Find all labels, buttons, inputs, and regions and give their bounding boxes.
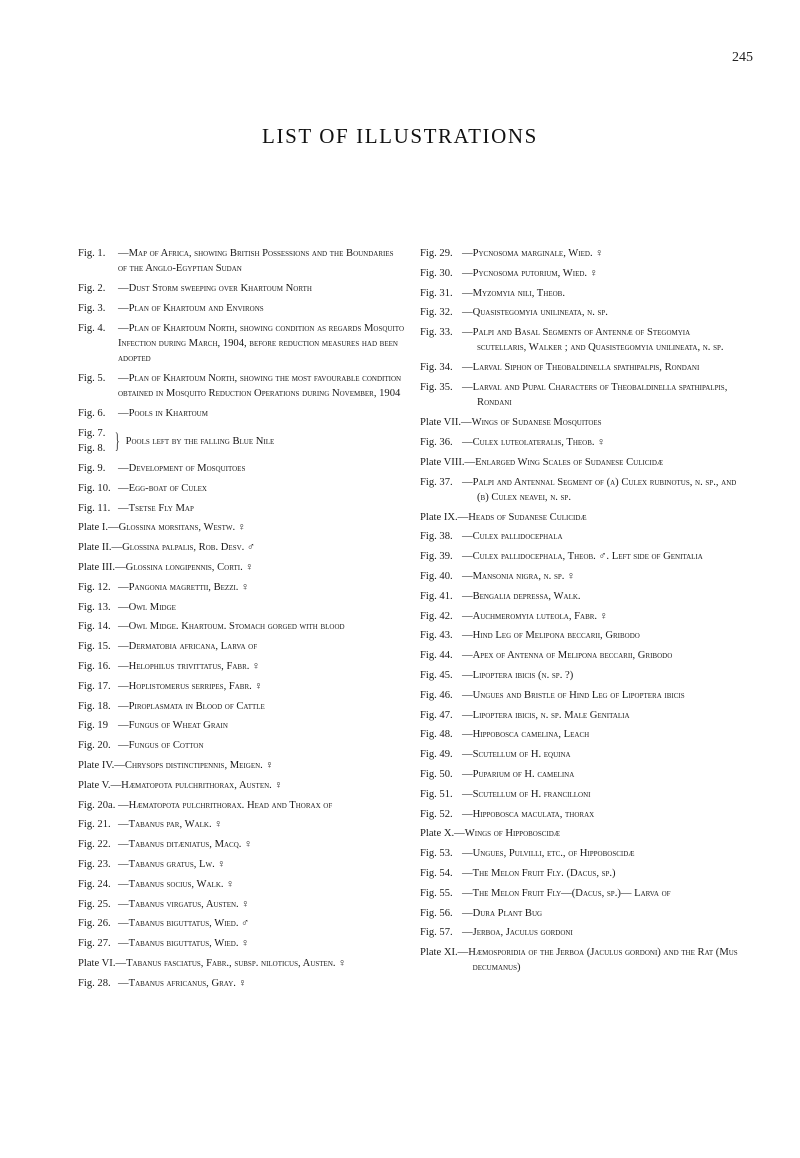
entry-label: Fig. 12. (78, 581, 111, 593)
list-entry (78, 778, 404, 793)
list-entry (78, 837, 404, 852)
entry-label: Fig. 40. (420, 571, 453, 583)
list-entry (78, 560, 404, 575)
entry-text: —Plan of Khartoum North, showing the most favourable condition obtained in Mosquito Reduction Operations during November, 1904 (118, 373, 402, 400)
list-entry (420, 589, 738, 604)
list-entry (420, 866, 738, 881)
entry-text: —Culex pallidocephala (462, 531, 563, 543)
entry-text: —Tabanus virgatus, Austen. ♀ (118, 898, 250, 910)
brace-mark: } (114, 427, 120, 453)
entry-label: Fig. 49. (420, 749, 453, 761)
entry-label: Fig. 7. (78, 427, 106, 439)
entry-text: —Lipoptera ibicis, n. sp. Male Genitalia (462, 709, 630, 721)
list-entry (420, 305, 738, 320)
entry-text: —Dura Plant Bug (462, 907, 543, 919)
entry-text: —Palpi and Antennal Segment of (a) Culex rubinotus, n. sp., and (b) Culex neavei, n. sp. (462, 476, 737, 503)
entry-label: Plate V. (78, 779, 111, 791)
entry-text: —Piroplasmata in Blood of Cattle (118, 700, 265, 712)
entry-text: —Owl Midge (118, 601, 176, 613)
entry-label: Fig. 23. (78, 859, 111, 870)
entry-text: —Wings of Sudanese Mosquitoes (461, 417, 602, 429)
entry-text: —Tabanus biguttatus, Wied. ♂ (118, 918, 250, 930)
list-entry (420, 628, 738, 643)
entry-text: —Quasistegomyia unilineata, n. sp. (462, 307, 608, 319)
entry-text: —Bengalia depressa, Walk. (462, 590, 581, 602)
entry-text: —Tabanus par, Walk. ♀ (118, 819, 223, 831)
list-entry (420, 569, 738, 584)
entry-text: —Plan of Khartoum and Environs (118, 302, 264, 314)
entry-label: Fig. 35. (420, 382, 453, 394)
entry-label: Fig. 52. (420, 808, 453, 820)
entry-label: Fig. 27. (78, 938, 111, 950)
entry-label: Fig. 34. (420, 362, 453, 374)
entry-label: Fig. 55. (420, 887, 453, 899)
entry-label: Fig. 8. (78, 443, 106, 455)
list-entry (420, 415, 738, 430)
entry-text: —Hæmatopota pulchrithorax. Head and Thorax of (118, 799, 333, 811)
entry-text: —Pools in Khartoum (118, 408, 208, 420)
entry-label: Fig. 31. (420, 287, 453, 299)
entry-text: —Puparium of H. camelina (462, 769, 575, 781)
entry-text: —Mansonia nigra, n. sp. ♀ (462, 571, 576, 583)
list-entry (78, 718, 404, 733)
list-entry (78, 877, 404, 892)
list-entry (420, 925, 738, 940)
list-entry (420, 886, 738, 901)
entry-label: Fig. 41. (420, 590, 453, 602)
entry-text: —Chrysops distinctipennis, Meigen. ♀ (114, 760, 274, 772)
entry-label: Fig. 21. (78, 819, 111, 831)
entry-text: —The Melon Fruit Fly. (Dacus, sp.) (462, 868, 616, 879)
list-entry (78, 936, 404, 951)
list-entry (420, 668, 738, 683)
list-entry (78, 916, 404, 931)
entry-label: Fig. 53. (420, 848, 453, 860)
list-entry (78, 897, 404, 912)
entry-text: —Glossina palpalis, Rob. Desv. ♂ (111, 542, 255, 554)
entry-label: Plate I. (78, 522, 109, 534)
list-entry (420, 455, 738, 470)
entry-label: Fig. 48. (420, 729, 453, 741)
entry-text: —Larval Siphon of Theobaldinella spathipalpis, Rondani (462, 362, 700, 374)
list-entry (78, 699, 404, 714)
entry-text: —Tabanus fasciatus, Fabr., subsp. niloticus, Austen. ♀ (115, 957, 347, 969)
list-entry (78, 580, 404, 595)
entry-label: Plate XI. (420, 947, 458, 959)
list-entry (78, 738, 404, 753)
entry-label: Plate II. (78, 542, 112, 554)
list-entry (78, 406, 404, 421)
list-entry (420, 529, 738, 544)
list-entry (78, 501, 404, 516)
entry-text: —Palpi and Basal Segments of Antennæ of Stegomyia scutellaris, Walker ; and Quasistegomyia unilineata, n. sp. (462, 327, 724, 354)
entry-label: Fig. 44. (420, 650, 453, 662)
entry-text: —Egg-boat of Culex (118, 482, 207, 494)
entry-text: Pools left by the falling Blue Nile (125, 435, 275, 447)
list-entry (78, 481, 404, 496)
entry-text: —Hæmatopota pulchrithorax, Austen. ♀ (110, 779, 283, 791)
entry-text: —Glossina morsitans, Westw. ♀ (108, 522, 246, 534)
entry-label: Fig. 1. (78, 248, 106, 259)
list-entry (78, 281, 404, 296)
entry-labels (78, 426, 118, 457)
entry-label: Plate IV. (78, 760, 115, 772)
entry-text: —Owl Midge. Khartoum. Stomach gorged with blood (118, 621, 345, 633)
entry-label: Fig. 4. (78, 322, 106, 334)
list-entry (420, 807, 738, 822)
list-entry (78, 371, 404, 402)
list-entry (78, 321, 404, 367)
entry-text: —Tabanus biguttatus, Wied. ♀ (118, 938, 250, 950)
entry-label: Fig. 24. (78, 878, 111, 890)
list-entry (420, 475, 738, 506)
list-entry (420, 380, 738, 411)
list-entry (78, 600, 404, 615)
list-entry (78, 639, 404, 654)
entry-text: —Myzomyia nili, Theob. (462, 287, 565, 299)
entry-label: Plate VIII. (420, 456, 465, 468)
entry-label: Fig. 37. (420, 476, 453, 488)
entry-label: Plate VII. (420, 417, 461, 429)
entry-text: —Pangonia magrettii, Bezzi. ♀ (118, 581, 250, 593)
entry-text: —Dermatobia africana, Larva of (118, 641, 258, 653)
entry-text: —Fungus of Wheat Grain (118, 720, 228, 732)
entry-label: Fig. 54. (420, 868, 453, 879)
entry-label: Fig. 20a. (78, 799, 116, 811)
list-entry (78, 956, 404, 971)
entry-text: —Helophilus trivittatus, Fabr. ♀ (118, 661, 260, 673)
entry-label: Fig. 17. (78, 680, 111, 692)
illustrations-list-left (78, 246, 404, 996)
list-entry (420, 286, 738, 301)
entry-label: Fig. 39. (420, 551, 453, 563)
entry-label: Fig. 45. (420, 670, 453, 682)
entry-text: —Hæmosporidia of the Jerboa (Jaculus gordoni) and the Rat (Mus decumanus) (457, 947, 738, 974)
entry-text: —Apex of Antenna of Melipona beccarii, Gribodo (462, 650, 673, 662)
entry-label: Fig. 6. (78, 408, 106, 420)
entry-label: Fig. 28. (78, 977, 111, 989)
entry-text: —The Melon Fruit Fly—(Dacus, sp.)— Larva of (462, 887, 671, 899)
entry-label: Fig. 26. (78, 918, 111, 930)
list-entry (78, 659, 404, 674)
entry-label: Fig. 15. (78, 641, 111, 653)
list-entry (420, 945, 738, 976)
entry-label: Plate X. (420, 828, 455, 840)
entry-label: Fig. 29. (420, 248, 453, 259)
entry-text: —Dust Storm sweeping over Khartoum North (118, 283, 312, 295)
entry-label: Fig. 14. (78, 621, 111, 633)
list-entry (78, 976, 404, 991)
entry-label: Plate III. (78, 562, 116, 574)
illustrations-list-right (420, 246, 738, 980)
entry-label: Fig. 20. (78, 740, 111, 752)
entry-label: Fig. 11. (78, 502, 111, 514)
entry-text: —Lipoptera ibicis (n. sp. ?) (462, 670, 574, 682)
list-entry (420, 767, 738, 782)
entry-text: —Tsetse Fly Map (118, 502, 194, 514)
entry-text: —Tabanus gratus, Lw. ♀ (118, 859, 226, 870)
page-title: LIST OF ILLUSTRATIONS (262, 124, 538, 148)
list-entry (420, 747, 738, 762)
entry-label: Fig. 47. (420, 709, 453, 721)
entry-label: Fig. 33. (420, 327, 453, 339)
entry-label: Fig. 43. (420, 630, 453, 642)
entry-text: —Development of Mosquitoes (118, 463, 246, 475)
list-entry (78, 540, 404, 555)
list-entry (420, 688, 738, 703)
entry-label: Fig. 57. (420, 927, 453, 939)
entry-label: Fig. 19 (78, 720, 109, 732)
page-number: 245 (732, 50, 753, 65)
list-entry (420, 325, 738, 356)
entry-label: Fig. 2. (78, 283, 106, 295)
list-entry (78, 426, 404, 457)
entry-text: —Pycnosoma marginale, Wied. ♀ (462, 248, 604, 259)
list-entry (420, 549, 738, 564)
entry-text: —Heads of Sudanese Culicidæ (457, 511, 587, 523)
list-entry (78, 817, 404, 832)
entry-label: Fig. 3. (78, 302, 106, 314)
entry-label: Fig. 5. (78, 373, 106, 385)
entry-text: —Wings of Hippoboscidæ (454, 828, 561, 840)
entry-text: —Scutellum of H. francilloni (462, 788, 591, 800)
entry-text: —Jerboa, Jaculus gordoni (462, 927, 573, 939)
entry-label: Fig. 30. (420, 267, 453, 279)
entry-text: —Plan of Khartoum North, showing condition as regards Mosquito Infection during March, 1904, before reduction measures had been adopted (118, 322, 405, 365)
list-entry (78, 520, 404, 535)
entry-label: Fig. 50. (420, 769, 453, 781)
entry-text: —Glossina longipennis, Corti. ♀ (115, 562, 254, 574)
entry-text: —Map of Africa, showing British Possessions and the Boundaries of the Anglo-Egyptian Sudan (118, 248, 394, 275)
entry-text: —Hippobosca maculata, thorax (462, 808, 595, 820)
entry-label: Fig. 56. (420, 907, 453, 919)
list-entry (78, 679, 404, 694)
entry-text: —Ungues, Pulvilli, etc., of Hippoboscidæ (462, 848, 635, 860)
list-entry (420, 846, 738, 861)
list-entry (420, 510, 738, 525)
list-entry (420, 648, 738, 663)
list-entry (78, 461, 404, 476)
list-entry (420, 906, 738, 921)
entry-text: —Enlarged Wing Scales of Sudanese Culicidæ (464, 456, 664, 468)
list-entry (420, 266, 738, 281)
entry-label: Fig. 42. (420, 610, 453, 622)
entry-text: —Auchmeromyia luteola, Fabr. ♀ (462, 610, 608, 622)
entry-text: —Culex luteolateralis, Theob. ♀ (462, 436, 606, 448)
entry-text: —Tabanus ditæniatus, Macq. ♀ (118, 839, 253, 851)
list-entry (420, 826, 738, 841)
list-entry (78, 758, 404, 773)
entry-text: —Pycnosoma putorium, Wied. ♀ (462, 267, 598, 279)
entry-label: Fig. 46. (420, 689, 453, 701)
entry-label: Fig. 32. (420, 307, 453, 319)
entry-label: Fig. 10. (78, 482, 111, 494)
entry-label: Fig. 22. (78, 839, 111, 851)
list-entry (78, 301, 404, 316)
entry-label: Plate IX. (420, 511, 458, 523)
list-entry (420, 360, 738, 375)
list-entry (420, 727, 738, 742)
entry-text: —Hippobosca camelina, Leach (462, 729, 590, 741)
list-entry (420, 787, 738, 802)
list-entry (78, 246, 404, 277)
list-entry (420, 246, 738, 261)
entry-text: —Hoplistomerus serripes, Fabr. ♀ (118, 680, 263, 692)
list-entry (420, 435, 738, 450)
entry-text: —Culex pallidocephala, Theob. ♂. Left side of Genitalia (462, 551, 703, 563)
list-entry (420, 708, 738, 723)
entry-label: Fig. 9. (78, 463, 106, 475)
entry-label: Plate VI. (78, 957, 116, 969)
entry-text: —Larval and Pupal Characters of Theobaldinella spathipalpis, Rondani (462, 382, 728, 409)
entry-label: Fig. 13. (78, 601, 111, 613)
list-entry (78, 619, 404, 634)
entry-text: —Tabanus africanus, Gray. ♀ (118, 977, 247, 989)
list-entry (420, 609, 738, 624)
entry-label: Fig. 16. (78, 661, 111, 673)
entry-text: —Hind Leg of Melipona beccarii, Gribodo (462, 630, 640, 642)
entry-label: Fig. 25. (78, 898, 111, 910)
entry-label: Fig. 36. (420, 436, 453, 448)
entry-label: Fig. 38. (420, 531, 453, 543)
list-entry (78, 798, 404, 813)
entry-label: Fig. 18. (78, 700, 111, 712)
entry-text: —Tabanus socius, Walk. ♀ (118, 878, 235, 890)
entry-text: —Scutellum of H. equina (462, 749, 571, 761)
entry-text: —Ungues and Bristle of Hind Leg of Lipoptera ibicis (462, 689, 685, 701)
entry-label: Fig. 51. (420, 788, 453, 800)
list-entry (78, 857, 404, 872)
entry-text: —Fungus of Cotton (118, 740, 204, 752)
